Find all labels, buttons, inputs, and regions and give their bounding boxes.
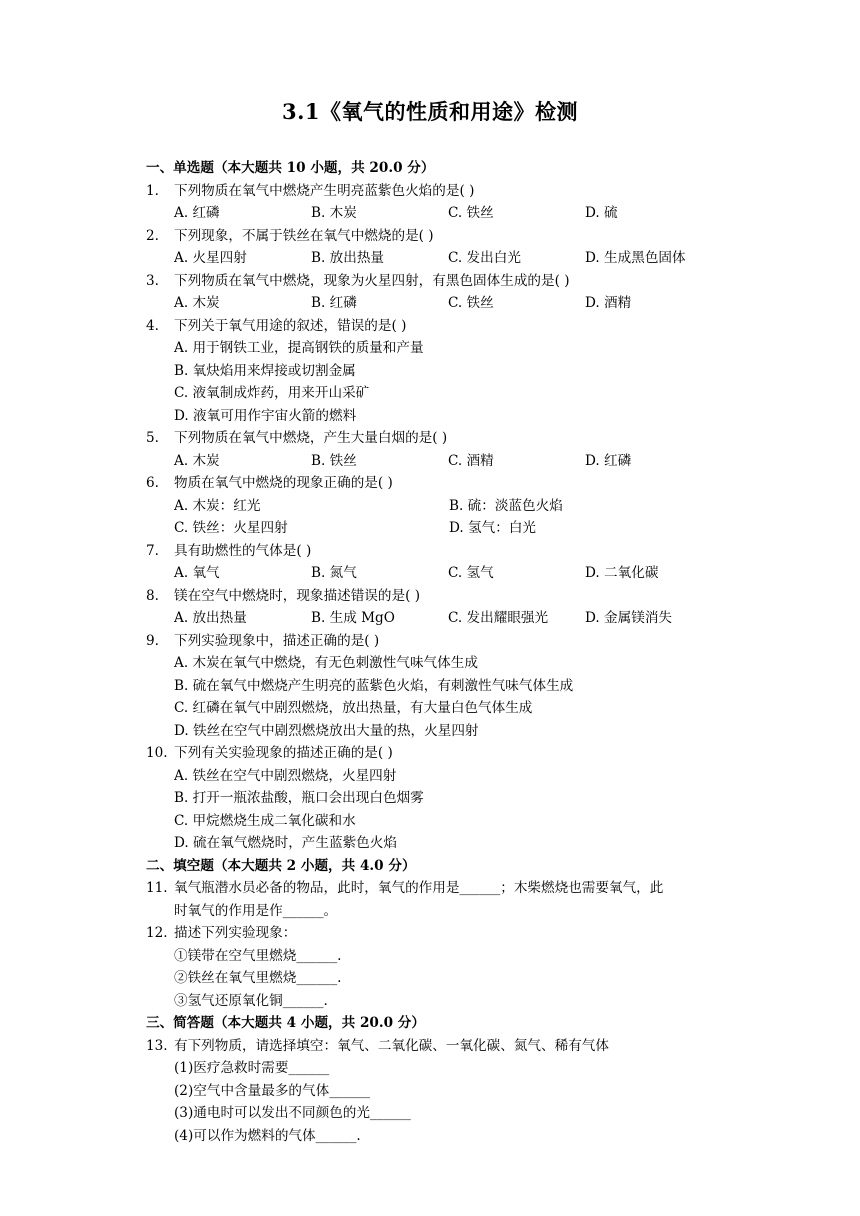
question-text: 下列实验现象中，描述正确的是( ) [174,632,380,649]
option: D. 硫在氧气燃烧时，产生蓝紫色火焰 [174,835,397,851]
question-text: 下列物质在氧气中燃烧产生明亮蓝紫色火焰的是( ) [174,182,475,199]
option: B. 氮气 [311,565,357,581]
option-row [146,292,746,315]
page-title: 3.1《氧气的性质和用途》检测 [281,99,579,124]
question-text: 具有助燃性的气体是( ) [174,542,312,559]
sub-item: (4)可以作为燃料的气体______. [174,1127,361,1144]
question [146,225,746,248]
option: B. 木炭 [311,205,357,221]
option: C. 酒精 [448,452,494,469]
exam-content [146,157,746,1147]
option: C. 氢气 [448,565,494,581]
sub-item: ②铁丝在氧气里燃烧______. [174,970,342,986]
option-row [146,247,746,270]
option-row [146,517,746,540]
option: C. 发出耀眼强光 [448,610,549,626]
question-text: 氧气瓶潜水员必备的物品，此时，氧气的作用是______；木柴燃烧也需要氧气，此 [174,880,664,896]
question [146,585,746,608]
option: B. 氧炔焰用来焊接或切割金属 [174,362,356,379]
option: C. 发出白光 [448,250,521,266]
section-heading-fill-blank: 二、填空题（本大题共 2 小题，共 4.0 分） [146,857,416,874]
option: A. 氧气 [174,565,220,581]
question-text: 描述下列实验现象： [174,925,297,941]
question-number: 11. [146,880,168,896]
question [146,472,746,495]
option: D. 液氧可用作宇宙火箭的燃料 [174,407,357,424]
option: C. 铁丝 [448,295,494,311]
question-text: 下列有关实验现象的描述正确的是( ) [174,745,393,761]
question [146,540,746,563]
option: C. 铁丝 [448,205,494,221]
question-text: 下列物质在氧气中燃烧，产生大量白烟的是( ) [174,430,448,446]
option: D. 生成黑色固体 [585,250,686,266]
option: D. 酒精 [585,295,632,311]
option: D. 红磷 [585,452,632,469]
question [146,315,746,338]
option: A. 木炭 [174,295,220,311]
option: A. 火星四射 [174,250,247,266]
question-text: 下列现象，不属于铁丝在氧气中燃烧的是( ) [174,227,434,244]
option: C. 甲烷燃烧生成二氧化碳和水 [174,812,356,829]
question [146,630,746,653]
question-text: 镁在空气中燃烧时，现象描述错误的是( ) [174,587,421,604]
option: B. 硫在氧气中燃烧产生明亮的蓝紫色火焰，有刺激性气味气体生成 [174,677,574,694]
option: D. 氢气：白光 [449,520,537,536]
option: D. 二氧化碳 [585,565,659,581]
question [146,877,746,900]
option: B. 铁丝 [311,452,357,469]
option: A. 用于钢铁工业，提高钢铁的质量和产量 [174,340,424,356]
question-number: 6. [146,475,159,491]
option: A. 木炭：红光 [174,497,261,514]
option: C. 铁丝：火星四射 [174,520,288,536]
question-number: 3. [146,272,159,289]
question-number: 7. [146,542,159,559]
option: D. 金属镁消失 [585,610,673,626]
option: A. 木炭 [174,452,220,469]
question-text: 有下列物质，请选择填空：氧气、二氧化碳、一氧化碳、氮气、稀有气体 [174,1037,609,1054]
option: A. 红磷 [174,205,220,221]
question-number: 13. [146,1037,168,1054]
question [146,180,746,203]
question [146,922,746,945]
option: B. 硫：淡蓝色火焰 [449,497,563,514]
question-number: 4. [146,317,159,334]
option: A. 放出热量 [174,610,247,626]
option-row [146,495,746,518]
question-number: 5. [146,430,159,446]
option-row [146,202,746,225]
option: C. 液氧制成炸药，用来开山采矿 [174,385,370,401]
question-number: 12. [146,925,168,941]
sub-item: ③氢气还原氧化铜______. [174,992,328,1009]
option-row [146,450,746,473]
option: B. 生成 MgO [311,610,395,626]
option: B. 打开一瓶浓盐酸，瓶口会出现白色烟雾 [174,790,424,806]
option: A. 木炭在氧气中燃烧，有无色刺激性气味气体生成 [174,655,478,671]
question-text: 物质在氧气中燃烧的现象正确的是( ) [174,475,393,491]
option-row [146,562,746,585]
sub-item: ①镁带在空气里燃烧______. [174,947,342,964]
section-heading-single-choice: 一、单选题（本大题共 10 小题，共 20.0 分） [146,160,435,176]
question [146,742,746,765]
sub-item: (3)通电时可以发出不同颜色的光______ [174,1105,411,1121]
question [146,1035,746,1058]
question-number: 1. [146,182,159,199]
sub-item: (1)医疗急救时需要______ [174,1060,330,1076]
option: B. 放出热量 [311,250,385,266]
option: B. 红磷 [311,295,357,311]
question-number: 9. [146,632,159,649]
question-text: 下列物质在氧气中燃烧，现象为火星四射，有黑色固体生成的是( ) [174,272,570,289]
option: C. 红磷在氧气中剧烈燃烧，放出热量，有大量白色气体生成 [174,700,533,716]
question-number: 8. [146,587,159,604]
option: D. 铁丝在空气中剧烈燃烧放出大量的热，火星四射 [174,722,479,739]
section-heading-short-answer: 三、简答题（本大题共 4 小题，共 20.0 分） [146,1015,425,1031]
question-number: 2. [146,227,159,244]
sub-item: (2)空气中含量最多的气体______ [174,1082,370,1099]
option: D. 硫 [585,205,618,221]
question [146,427,746,450]
question-text: 下列关于氧气用途的叙述，错误的是( ) [174,317,407,334]
option: A. 铁丝在空气中剧烈燃烧，火星四射 [174,767,397,784]
question [146,270,746,293]
question-text-continued: 时氧气的作用是作______。 [174,902,338,919]
question-number: 10. [146,745,168,761]
option-row [146,607,746,630]
